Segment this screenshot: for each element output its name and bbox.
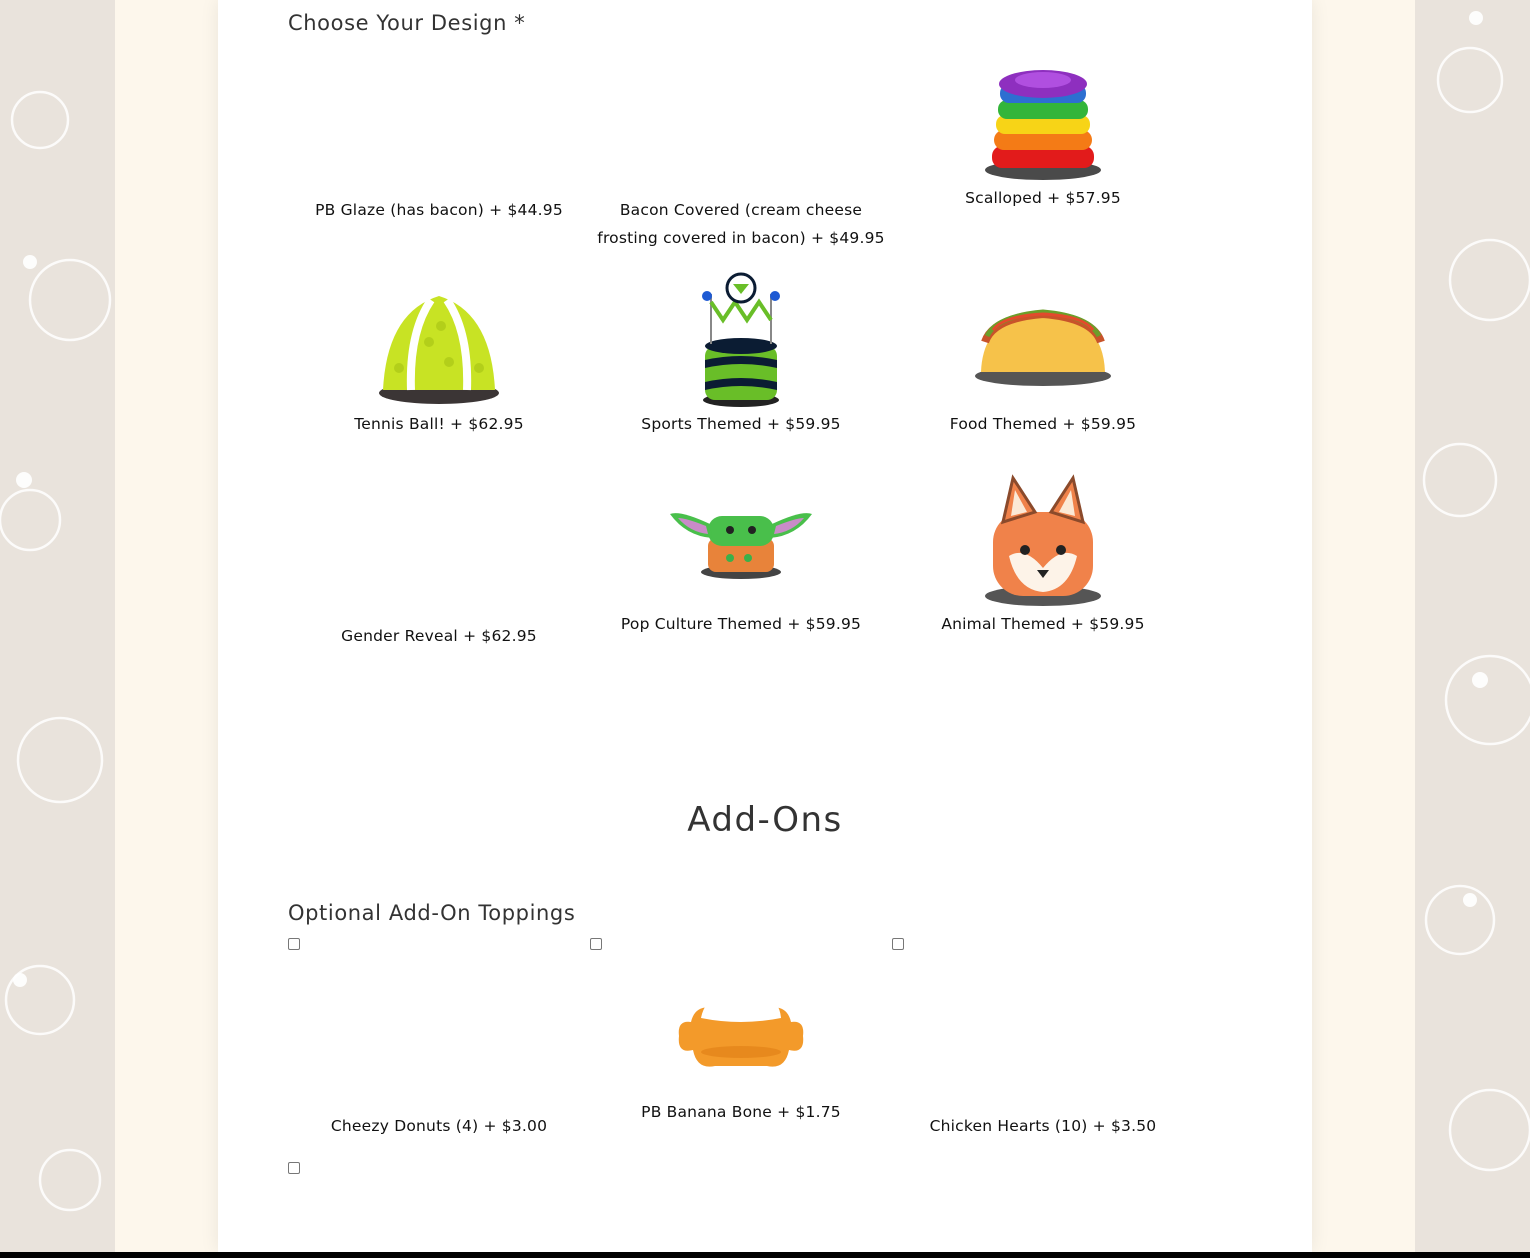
design-field-label: Choose Your Design *: [288, 11, 526, 35]
taco-cake-image: [973, 272, 1113, 410]
design-option-gender-reveal[interactable]: [289, 622, 589, 650]
design-option-bacon-covered[interactable]: [591, 196, 891, 252]
design-option-scalloped[interactable]: [893, 62, 1193, 212]
baby-alien-cake-image: [668, 472, 814, 610]
design-option-tennis-ball[interactable]: [289, 272, 589, 438]
addon-option-pb-banana-bone[interactable]: [591, 974, 891, 1126]
design-option-animal-themed[interactable]: [893, 472, 1193, 638]
design-option-caption: Pop Culture Themed + $59.95: [620, 615, 862, 633]
design-option-caption: Gender Reveal + $62.95: [341, 627, 537, 645]
sports-themed-cake-image: [671, 272, 811, 410]
fox-cake-image: [973, 472, 1113, 610]
addon-checkbox-chicken-hearts[interactable]: [892, 938, 904, 950]
design-option-caption: Food Themed + $59.95: [949, 415, 1137, 433]
design-option-caption: Bacon Covered (cream cheese frosting covered in bacon) + $49.95: [597, 201, 885, 247]
bottom-bar: [0, 1252, 1530, 1258]
bone-treat-image: [671, 974, 811, 1098]
addon-option-caption: Chicken Hearts (10) + $3.50: [929, 1117, 1157, 1135]
design-option-pb-glaze[interactable]: [289, 196, 589, 224]
design-option-sports-themed[interactable]: [591, 272, 891, 438]
addon-option-caption: PB Banana Bone + $1.75: [641, 1103, 841, 1121]
addons-section-title: Add-Ons: [687, 800, 843, 840]
addon-option-cheezy-donuts[interactable]: [289, 1112, 589, 1140]
addon-option-caption: Cheezy Donuts (4) + $3.00: [330, 1117, 548, 1135]
design-option-caption: PB Glaze (has bacon) + $44.95: [315, 201, 563, 219]
design-option-pop-culture-themed[interactable]: [591, 472, 891, 638]
addon-checkbox-pb-banana-bone[interactable]: [590, 938, 602, 950]
rainbow-scalloped-cake-image: [978, 62, 1108, 184]
design-option-caption: Sports Themed + $59.95: [641, 415, 841, 433]
tennis-ball-cake-image: [369, 272, 509, 410]
addon-option-chicken-hearts[interactable]: [893, 1112, 1193, 1140]
design-option-food-themed[interactable]: [893, 272, 1193, 438]
design-option-caption: Scalloped + $57.95: [965, 189, 1121, 207]
design-option-caption: Animal Themed + $59.95: [941, 615, 1145, 633]
addon-checkbox-cheezy-donuts[interactable]: [288, 938, 300, 950]
design-option-caption: Tennis Ball! + $62.95: [354, 415, 524, 433]
addons-field-label: Optional Add-On Toppings: [288, 901, 576, 925]
addon-checkbox-fourth[interactable]: [288, 1162, 300, 1174]
